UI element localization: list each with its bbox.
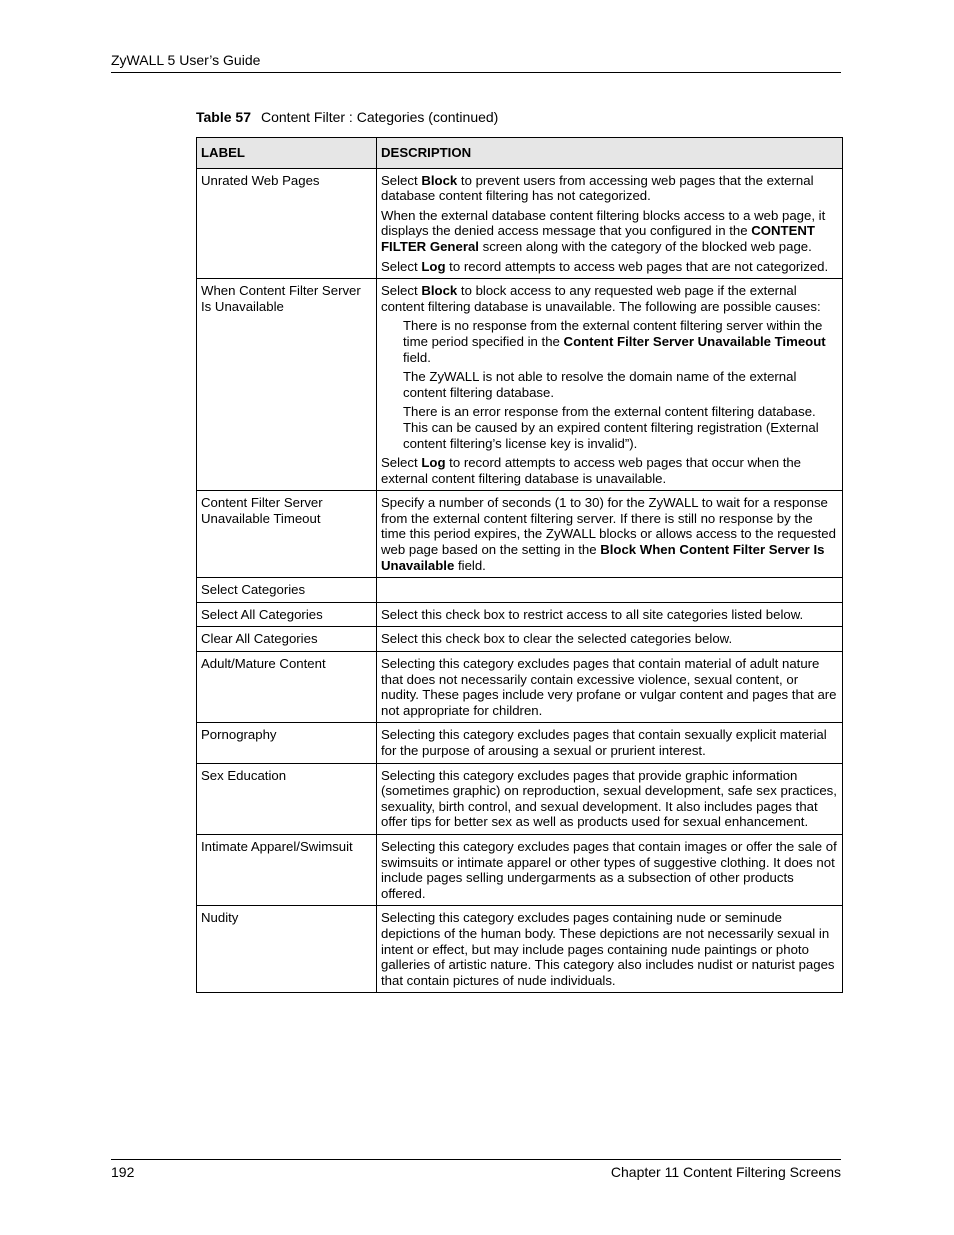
description-paragraph [381, 768, 838, 830]
table-row [197, 763, 843, 834]
content-filter-categories-table [196, 137, 843, 993]
description-paragraph [381, 910, 838, 988]
table-body [197, 168, 843, 993]
label-column-header: LABEL [197, 138, 377, 169]
row-label: Sex Education [197, 763, 377, 834]
table-row [197, 834, 843, 905]
bold-term: Block [421, 172, 458, 188]
text-run: field. [403, 349, 431, 365]
text-run: Select this check box to restrict access to all site categories listed below. [381, 606, 804, 622]
row-label: Adult/Mature Content [197, 652, 377, 723]
text-run: to block access to any requested web page if the external content filtering database is unavailable. The following are possible causes: [381, 283, 821, 314]
row-label: Pornography [197, 723, 377, 763]
description-column-header: DESCRIPTION [377, 138, 843, 169]
bold-term: Block [421, 283, 458, 299]
row-label: Intimate Apparel/Swimsuit [197, 834, 377, 905]
bold-term: Content Filter Server Unavailable Timeout [563, 333, 826, 349]
table-row [197, 906, 843, 993]
description-paragraph [381, 283, 838, 314]
row-description [377, 168, 843, 279]
table-row [197, 168, 843, 279]
table-row [197, 627, 843, 652]
description-cause [381, 404, 838, 451]
text-run: When the external database content filtering blocks access to a web page, it displays the denied access message that you configured in the [381, 207, 826, 239]
row-label: Nudity [197, 906, 377, 993]
text-run: There is no response from the external content filtering server within the time period specified in the [403, 318, 823, 349]
description-paragraph [381, 631, 838, 647]
text-run: to prevent users from accessing web pages that the external database content filtering has not categorized. [381, 172, 814, 204]
text-run: Specify a number of seconds (1 to 30) for the ZyWALL to wait for a response from the external content filtering server. If there is still no response by the time this period expires, the ZyWALL blocks or allows access to the requested web page based on the setting in the [381, 495, 836, 558]
text-run: to record attempts to access web pages that are not categorized. [445, 258, 829, 274]
text-run: Selecting this category excludes pages that contain images or offer the sale of swimsuits or intimate apparel or other types of suggestive clothing. It does not include pages selling undergarments as a subsection of other products offered. [381, 838, 837, 901]
text-run: Selecting this category excludes pages that contain sexually explicit material for the purpose of arousing a sexual or prurient interest. [381, 727, 827, 758]
description-paragraph [381, 656, 838, 718]
text-run: Selecting this category excludes pages that contain material of adult nature that does not necessarily contain excessive violence, sexual content, or nudity. These pages include very profane or vulgar content and pages that are not appropriate for children. [381, 656, 837, 718]
text-run: Selecting this category excludes pages containing nude or seminude depictions of the human body. These depictions are not necessarily sexual in intent or effect, but may include pages containing nude paintings or photo galleries of artistic nature. This category also includes nudist or naturist pages that contain pictures of nude individuals. [381, 910, 835, 988]
row-description [377, 723, 843, 763]
table-row [197, 723, 843, 763]
bold-term: Block When Content Filter Server Is Unavailable [381, 542, 825, 573]
text-run: Select [381, 172, 422, 188]
chapter-title: Chapter 11 Content Filtering Screens [610, 1164, 841, 1180]
row-description [377, 906, 843, 993]
row-description [377, 834, 843, 905]
row-label: Clear All Categories [197, 627, 377, 652]
row-label: When Content Filter Server Is Unavailable [197, 279, 377, 491]
text-run: The ZyWALL is not able to resolve the domain name of the external content filtering database. [403, 369, 797, 400]
description-paragraph [381, 208, 838, 255]
bold-term: Log [421, 455, 446, 471]
row-description [377, 652, 843, 723]
page-number: 192 [111, 1164, 135, 1180]
description-paragraph [381, 495, 838, 573]
running-header [111, 51, 841, 73]
table-header-row [197, 138, 843, 169]
row-label: Select Categories [197, 578, 377, 603]
description-paragraph [381, 259, 838, 275]
row-description [377, 279, 843, 491]
row-description [377, 763, 843, 834]
row-label: Content Filter Server Unavailable Timeout [197, 491, 377, 578]
text-run: Select [381, 455, 422, 471]
text-run: Select [381, 258, 422, 274]
table-row [197, 602, 843, 627]
text-run: to record attempts to access web pages that occur when the external content filtering database is unavailable. [381, 455, 802, 486]
text-run: Select this check box to clear the selected categories below. [381, 631, 733, 647]
row-description [377, 627, 843, 652]
description-paragraph [381, 455, 838, 486]
table-row [197, 491, 843, 578]
description-cause [381, 318, 838, 365]
text-run: screen along with the category of the blocked web page. [478, 238, 812, 254]
table-number: Table 57 [196, 109, 251, 125]
table-row [197, 578, 843, 603]
row-description [377, 578, 843, 603]
row-description [377, 602, 843, 627]
text-run: Selecting this category excludes pages that provide graphic information (sometimes graphic) on reproduction, sexual development, safe sex practices, sexuality, birth control, and sexual development. It also includes pages that offer tips for better sex as well as products used for sexual enhancement. [381, 767, 837, 830]
description-paragraph [381, 173, 838, 204]
description-paragraph [381, 839, 838, 901]
row-label: Select All Categories [197, 602, 377, 627]
text-run: There is an error response from the external content filtering database. This can be caused by an expired content filtering registration (External content filtering’s license key is invalid”). [403, 404, 819, 451]
table-row [197, 279, 843, 491]
row-label: Unrated Web Pages [197, 168, 377, 279]
text-run: Select [381, 283, 422, 299]
table-row [197, 652, 843, 723]
guide-title: ZyWALL 5 User’s Guide [111, 52, 261, 68]
description-cause [381, 369, 838, 400]
table-caption [196, 108, 498, 126]
row-description [377, 491, 843, 578]
table-title: Content Filter : Categories (continued) [261, 109, 499, 125]
bold-term: CONTENT FILTER General [381, 223, 815, 254]
bold-term: Log [421, 258, 446, 274]
description-paragraph [381, 727, 838, 758]
text-run: field. [454, 557, 486, 573]
description-paragraph [381, 607, 838, 623]
running-footer [111, 1159, 841, 1181]
